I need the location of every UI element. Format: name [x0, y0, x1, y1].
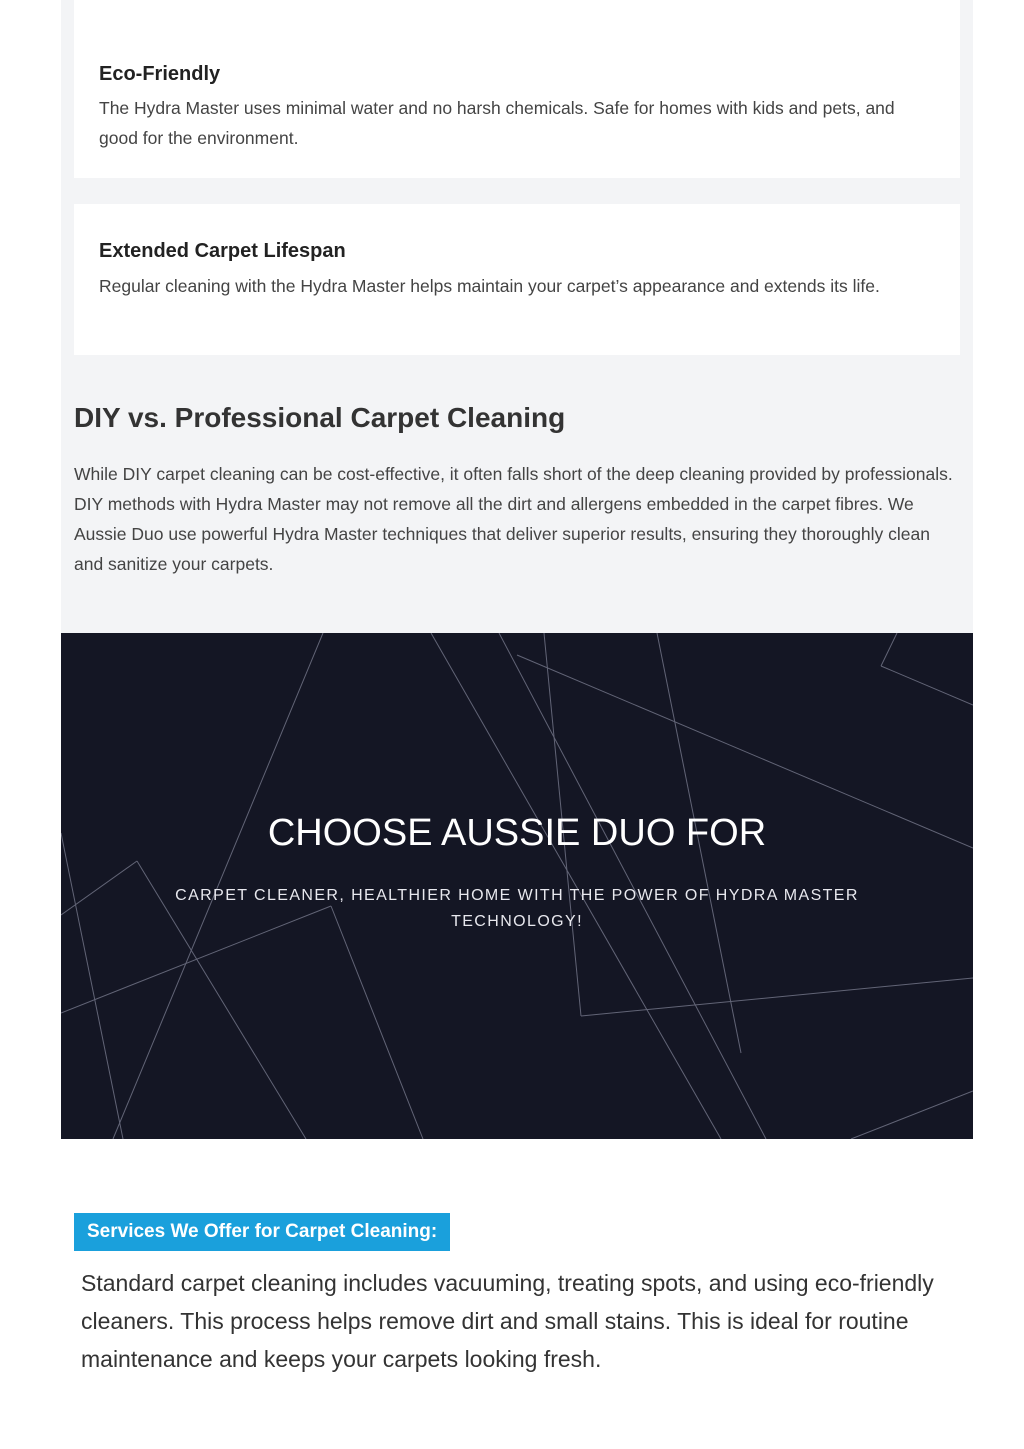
- benefit-card-text: The Hydra Master uses minimal water and no harsh chemicals. Safe for homes with kids and pets, and good for the environment.: [99, 98, 895, 148]
- services-heading-badge: Services We Offer for Carpet Cleaning:: [74, 1213, 450, 1251]
- benefit-card-title: Eco-Friendly: [99, 63, 221, 85]
- cta-banner: [61, 633, 973, 1139]
- banner-subtitle: CARPET CLEANER, HEALTHIER HOME WITH THE POWER OF HYDRA MASTER TECHNOLOGY!: [175, 887, 859, 930]
- benefit-card-eco-friendly: [74, 0, 960, 178]
- decorative-line: [331, 906, 423, 1139]
- decorative-line: [881, 666, 973, 705]
- decorative-line: [851, 1091, 973, 1139]
- banner-title: CHOOSE AUSSIE DUO FOR: [267, 812, 767, 854]
- services-paragraph: Standard carpet cleaning includes vacuuming, treating spots, and using eco-friendly cleaners. This process helps remove dirt and small stains. This is ideal for routine maintenance and keeps your carpets looking fresh.: [81, 1270, 934, 1372]
- benefit-card-title: Extended Carpet Lifespan: [99, 240, 346, 262]
- diy-heading: DIY vs. Professional Carpet Cleaning: [74, 402, 566, 433]
- diy-paragraph: While DIY carpet cleaning can be cost-effective, it often falls short of the deep cleaning provided by professionals. DIY methods with Hydra Master may not remove all the dirt and allergens embedded in the carpet fibres. We Aussie Duo use powerful Hydra Master techniques that deliver superior results, ensuring they thoroughly clean and sanitize your carpets.: [74, 464, 953, 574]
- benefit-card-text: Regular cleaning with the Hydra Master helps maintain your carpet’s appearance and extends its life.: [99, 276, 880, 296]
- benefit-card-extended-lifespan: [74, 204, 960, 355]
- decorative-line: [881, 633, 897, 666]
- decorative-line: [61, 833, 123, 1139]
